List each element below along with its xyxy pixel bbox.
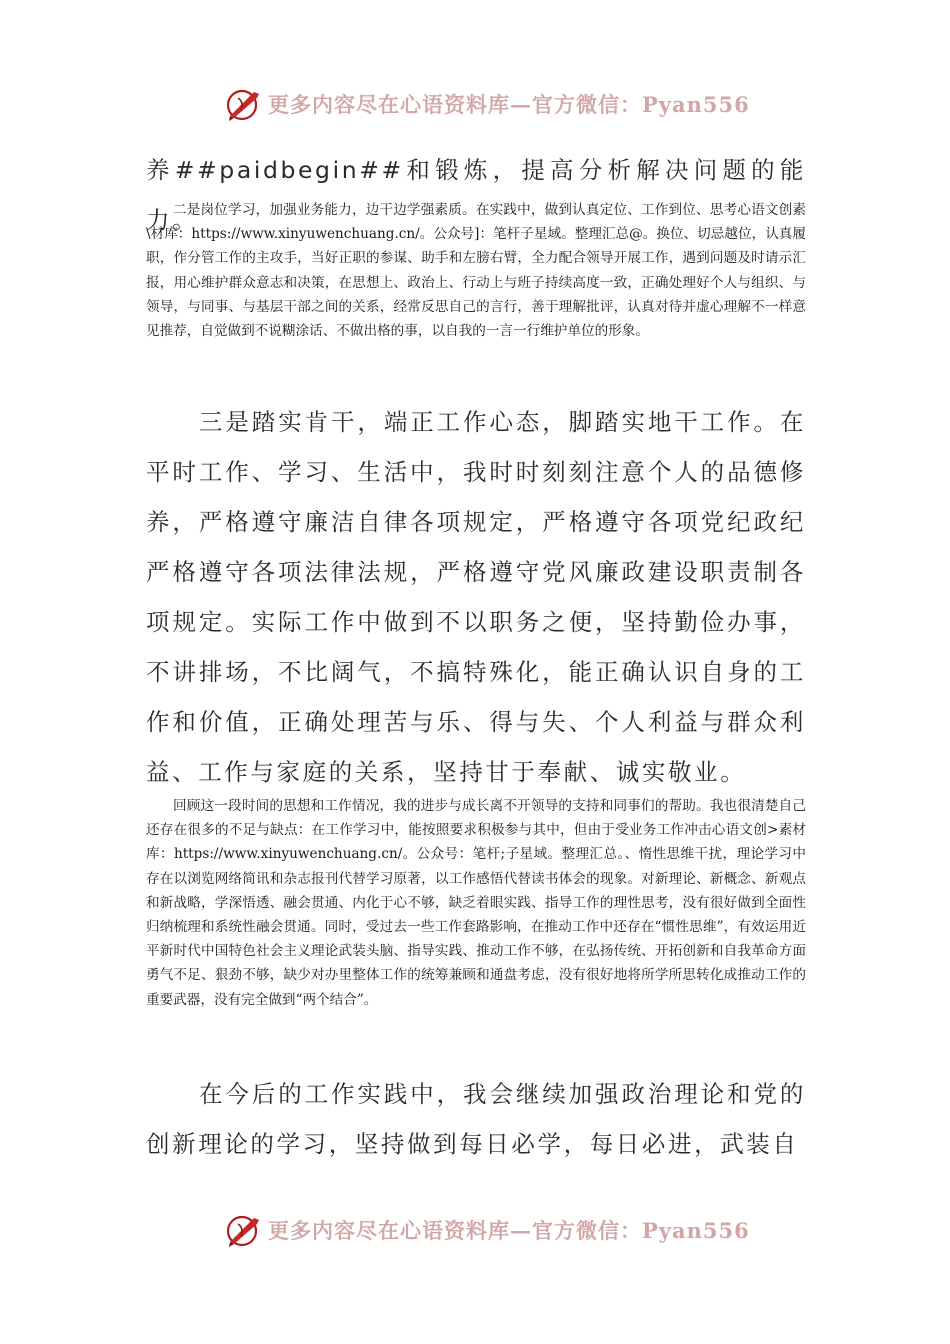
footer-banner: [224, 1208, 750, 1252]
pen-logo-icon: [224, 84, 264, 124]
paragraph-future: 在今后的工作实践中，我会继续加强政治理论和党的创新理论的学习，坚持做到每日必学，每日必进，武装自: [146, 1080, 806, 1158]
pen-logo-icon: [224, 1210, 264, 1250]
header-banner: [224, 82, 750, 126]
paragraph-top-line: 养##paidbegin##和锻炼，提高分析解决问题的能力。: [146, 156, 806, 234]
footer-banner-text: 更多内容尽在心语资料库—官方微信：Pyan556: [268, 1218, 750, 1243]
paragraph-hard-working: 三是踏实肯干，端正工作心态，脚踏实地干工作。在平时工作、学习、生活中，我时时刻刻注意个人的品德修养，严格遵守廉洁自律各项规定，严格遵守各项党纪政纪严格遵守各项法律法规，严格遵守党风廉政建设职责制各项规定。实际工作中做到不以职务之便，坚持勤俭办事，不讲排场，不比阔气，不搞特殊化，能正确认识自身的工作和价值，正确处理苦与乐、得与失、个人利益与群众利益、工作与家庭的关系，坚持甘于奉献、诚实敬业。: [146, 408, 806, 786]
paragraph-review: 回顾这一段时间的思想和工作情况，我的进步与成长离不开领导的支持和同事们的帮助。我也很清楚自己还存在很多的不足与缺点：在工作学习中，能按照要求积极参与其中，但由于受业务工作冲击心语文创>素材库：https://www.xinyuwenchuang.cn/。公众号：笔杆;子星域。整理汇总。、惰性思维干扰，理论学习中存在以浏览网络简讯和杂志报刊代替学习原著，以工作感悟代替读书体会的现象。对新理论、新概念、新观点和新战略，学深悟透、融会贯通、内化于心不够，缺乏着眼实践、指导工作的理性思考，没有很好做到全面性归纳梳理和系统性融会贯通。同时，受过去一些工作套路影响，在推动工作中还存在“惯性思维”，有效运用近平新时代中国特色社会主义理论武装头脑、指导实践、推动工作不够，在弘扬传统、开拓创新和自我革命方面勇气不足、狠劲不够，缺少对办里整体工作的统筹兼顾和通盘考虑，没有很好地将所学所思转化成推动工作的重要武器，没有完全做到“两个结合”。: [146, 798, 806, 1008]
paragraph-job-learning: 二是岗位学习，加强业务能力，边干边学强素质。在实践中，做到认真定位、工作到位、思考心语文创素\材库：https://www.xinyuwenchuang.cn/。公众号]：笔杆子星域。整理汇总@。换位、切忌越位，认真履职，作分管工作的主攻手，当好正职的参谋、助手和左膀右臂，全力配合领导开展工作，遇到问题及时请示汇报，用心维护群众意志和决策，在思想上、政治上、行动上与班子持续高度一致，正确处理好个人与组织、与领导，与同事、与基层干部之间的关系，经常反思自己的言行，善于理解批评，认真对待并虚心理解不一样意见推荐，自觉做到不说糊涂话、不做出格的事，以自我的一言一行维护单位的形象。: [146, 202, 806, 340]
header-banner-text: 更多内容尽在心语资料库—官方微信：Pyan556: [268, 92, 750, 117]
